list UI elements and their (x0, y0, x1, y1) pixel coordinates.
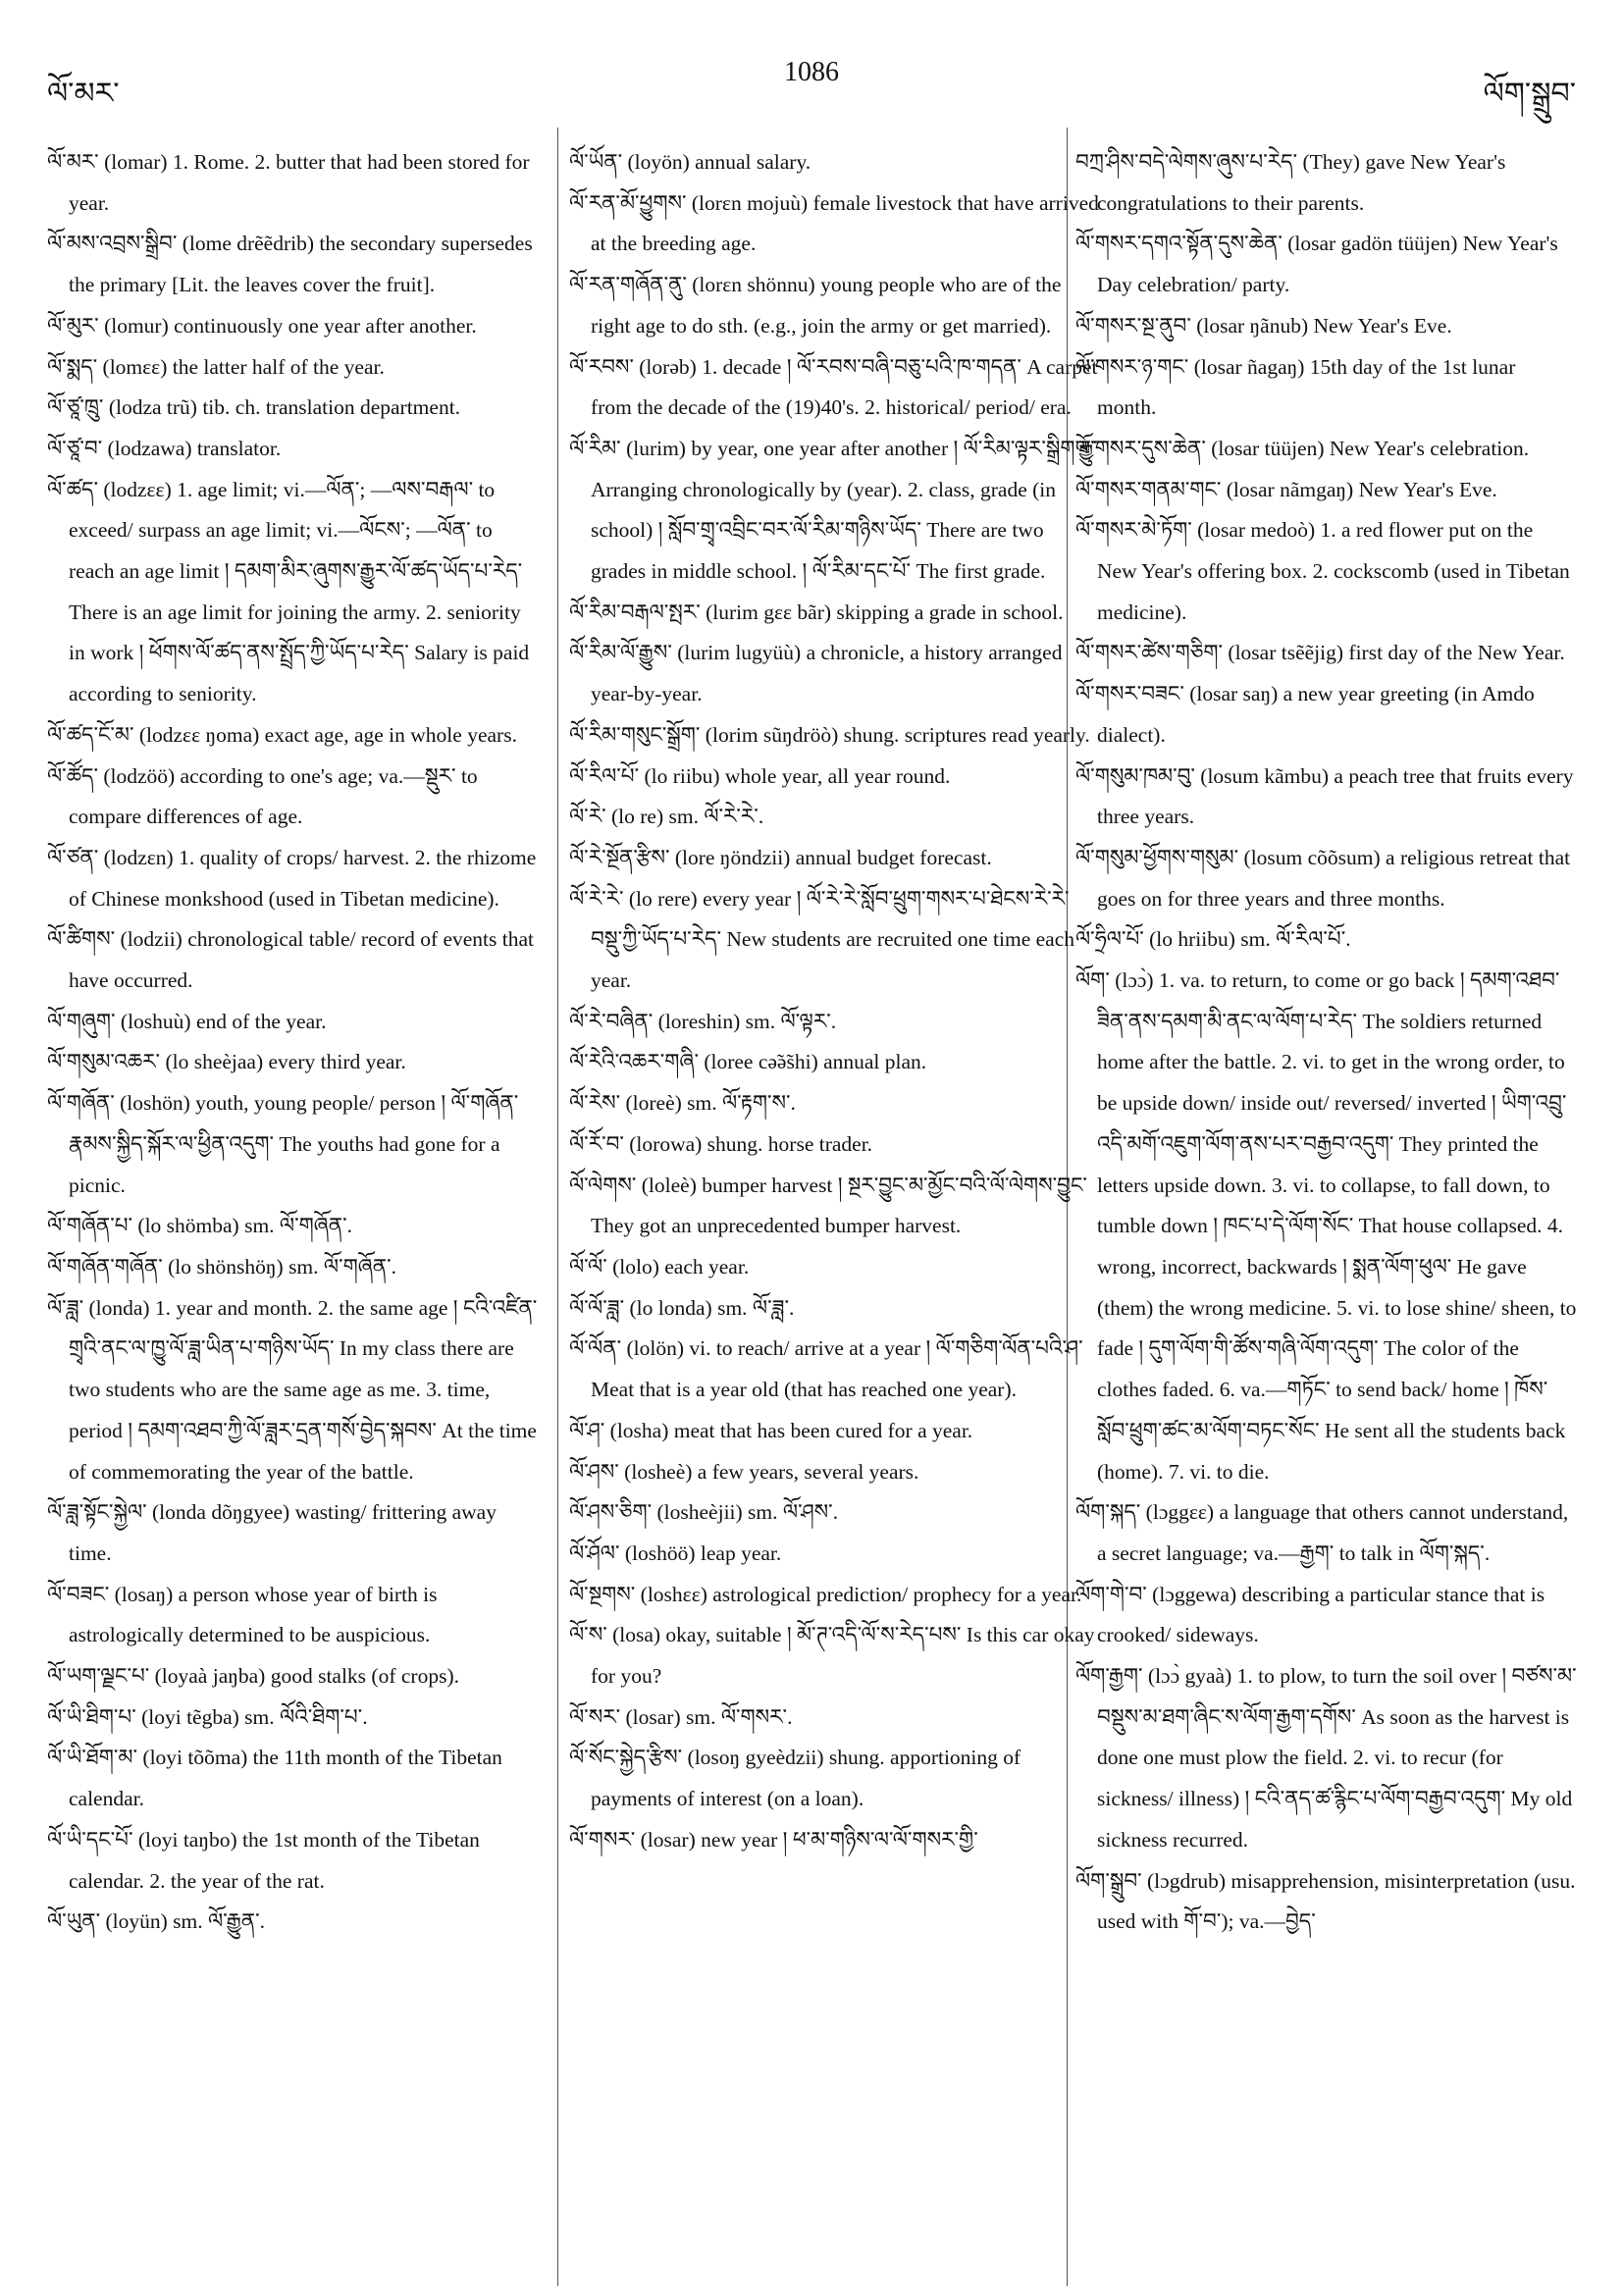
column-middle (569, 142, 1099, 2281)
dictionary-entry: ལོ་གསར་མེ་ཏོག་ (losar medoò) 1. a red flower put on the New Year's offering box. 2. cockscomb (used in Tibetan medicine). (1075, 518, 1570, 624)
dictionary-entry: ལོ་ཤ་ (losha) meat that has been cured for a year. (569, 1418, 973, 1442)
dictionary-entry: ལོ་གསར་ (losar) new year ། ཕ་མ་གཉིས་ལ་ལོ་གསར་གྱི་ (569, 1827, 978, 1852)
dictionary-entry: ལོ་ཡི་ཐོག་མ་ (loyi tõõma) the 11th month of the Tibetan calendar. (47, 1746, 502, 1811)
dictionary-entry: ལོ་གཞོན་ (loshön) youth, young people/ person ། ལོ་གཞོན་རྣམས་སྐྱིད་སྐོར་ལ་ཕྱིན་འདུག་ The youths had gone for a picnic. (47, 1091, 519, 1197)
dictionary-entry: ལོ་རིམ་གསུང་སྒྲོག་ (lorim sũŋdröò) shung. scriptures read yearly. (569, 722, 1090, 747)
dictionary-entry: ལོ་སོང་སྐྱེད་རྩིས་ (losoŋ gyeèdzii) shung. apportioning of payments of interest (on a loan). (569, 1746, 1021, 1811)
dictionary-entry: ལོ་གསར་ཉ་གང་ (losar ñagaŋ) 15th day of the 1st lunar month. (1075, 354, 1516, 420)
dictionary-entry: ལོ་ཟླ་ (londa) 1. year and month. 2. the same age ། ངའི་འཛིན་གྲྭའི་ནང་ལ་ཁྱུ་ལོ་ཟླ་ཡིན་པ་གཉིས་ཡོད་ In my class there are two students who are the same age as me. 3. time, period ། དམག་འཐབ་ཀྱི་ལོ་ཟླར་དྲན་གསོ་བྱེད་སྐབས་ At the time of commemorating the year of the battle. (47, 1295, 538, 1484)
dictionary-entry: ལོ་གཞོན་པ་ (lo shömba) sm. ལོ་གཞོན་. (47, 1214, 353, 1238)
dictionary-body (47, 142, 1578, 2281)
dictionary-entry: ལོ་རིམ་ (lurim) by year, one year after another ། ལོ་རིམ་ལྟར་སྒྲིག་རྒྱུ་ Arranging chronologically by (year). 2. class, grade (in school) ། སློབ་གྲྭ་འབྲིང་བར་ལོ་རིམ་གཉིས་ཡོད་ There are two grades in middle school. ། ལོ་རིམ་དང་པོ་ The first grade. (569, 436, 1098, 584)
dictionary-entry: ལོ་གསུམ་ཁམ་བུ་ (losum kãmbu) a peach tree that fruits every three years. (1075, 763, 1574, 829)
dictionary-entry: ལོ་སྨད་ (lomεε) the latter half of the year. (47, 354, 385, 379)
dictionary-entry: ལོག་གེ་བ་ (lɔggewa) describing a particular stance that is crooked/ sideways. (1075, 1582, 1545, 1647)
dictionary-entry: ལོ་ཡི་ཐིག་པ་ (loyi tẽgba) sm. ལོའི་ཐིག་པ་. (47, 1704, 368, 1729)
dictionary-entry: ལོ་རོ་བ་ (lorowa) shung. horse trader. (569, 1131, 873, 1156)
dictionary-entry: ལོ་གསུམ་ཕྱོགས་གསུམ་ (losum cõõsum) a religious retreat that goes on for three years and three months. (1075, 845, 1571, 911)
dictionary-entry: ལོ་གསུམ་འཆར་ (lo sheèjaa) every third year. (47, 1050, 406, 1074)
dictionary-entry: ལོ་མར་ (lomar) 1. Rome. 2. butter that had been stored for year. (47, 150, 530, 215)
left-guide-word: ལོ་མར་ (47, 77, 120, 111)
dictionary-entry: ལོ་ཙཱ་ཁྲུ་ (lodza trũ) tib. ch. translation department. (47, 395, 461, 420)
dictionary-entry: ལོ་གཞུག་ (loshuù) end of the year. (47, 1009, 327, 1033)
dictionary-entry: ལོ་རེ་རེ་ (lo rere) every year ། ལོ་རེ་རེ་སློབ་ཕྲུག་གསར་པ་ཐེངས་རེ་རེ་བསྡུ་ཀྱི་ཡོད་པ་རེད་ New students are recruited one time each year. (569, 886, 1074, 993)
dictionary-entry: ལོ་ཚོད་ (lodzöö) according to one's age; va.—སྡུར་ to compare differences of age. (47, 763, 478, 829)
dictionary-entry: ལོ་སྔགས་ (loshεε) astrological prediction/ prophecy for a year. (569, 1582, 1082, 1606)
dictionary-entry: བཀྲ་ཤིས་བདེ་ལེགས་ཞུས་པ་རེད་ (They) gave New Year's congratulations to their parents. (1075, 150, 1506, 215)
dictionary-entry: ལོ་ཚིགས་ (lodzii) chronological table/ record of events that have occurred. (47, 927, 535, 993)
dictionary-entry: ལོ་ས་ (losa) okay, suitable ། མོ་ཊ་འདི་ལོ་ས་རེད་པས་ Is this car okay for you? (569, 1623, 1095, 1689)
dictionary-entry: ལོ་རིམ་བརྒལ་སྤར་ (lurim gεε bãr) skipping a grade in school. (569, 600, 1064, 624)
dictionary-entry: ལོ་ཡི་དང་པོ་ (loyi taŋbo) the 1st month of the Tibetan calendar. 2. the year of the rat. (47, 1827, 480, 1893)
dictionary-entry: ལོག་ (lɔɔ̀) 1. va. to return, to come or go back ། དམག་འཐབ་ཟིན་ནས་དམག་མི་ནང་ལ་ལོག་པ་རེད་ The soldiers returned home after the battle. 2. vi. to get in the wrong order, to be upside down/ inside out/ reversed/ inverted ། ཡིག་འབྲུ་འདི་མགོ་འཇུག་ལོག་ནས་པར་བརྒྱབ་འདུག་ They printed the letters upside down. 3. vi. to collapse, to fall down, to tumble down ། ཁང་པ་དེ་ལོག་སོང་ That house collapsed. 4. wrong, incorrect, backwards ། སྨན་ལོག་ཕུལ་ He gave (them) the wrong medicine. 5. vi. to lose shine/ sheen, to fade ། དུག་ལོག་གི་ཚོས་གཞི་ལོག་འདུག་ The color of the clothes faded. 6. va.—གཏོང་ to send back/ home ། ཁོས་སློབ་ཕྲུག་ཚང་མ་ལོག་བཏང་སོང་ He sent all the students back (home). 7. vi. to die. (1075, 968, 1577, 1484)
dictionary-entry: ལོ་ཤས་ (losheè) a few years, several years. (569, 1459, 919, 1484)
dictionary-entry: ལོ་ཡུན་ (loyün) sm. ལོ་རྒྱུན་. (47, 1909, 266, 1934)
dictionary-entry: ལོ་ཚད་ངོ་མ་ (lodzεε ŋoma) exact age, age in whole years. (47, 722, 517, 747)
dictionary-entry: ལོ་རིལ་པོ་ (lo riibu) whole year, all year round. (569, 763, 951, 788)
dictionary-entry: ལོ་ཙཱ་བ་ (lodzawa) translator. (47, 436, 282, 460)
dictionary-entry: ལོ་རེས་ (loreè) sm. ལོ་རྟག་ས་. (569, 1091, 796, 1116)
dictionary-entry: ལོ་རེ་བཞིན་ (loreshin) sm. ལོ་ལྟར་. (569, 1009, 837, 1033)
dictionary-entry: ལོ་ལོ་ (lolo) each year. (569, 1254, 750, 1278)
dictionary-entry: ལོ་གཞོན་གཞོན་ (lo shönshöŋ) sm. ལོ་གཞོན་. (47, 1254, 397, 1278)
dictionary-entry: ལོ་ཡོན་ (loyön) annual salary. (569, 150, 812, 174)
page-header (0, 51, 1623, 111)
dictionary-entry: ལོ་ཧྲིལ་པོ་ (lo hriibu) sm. ལོ་རིལ་པོ་. (1075, 927, 1351, 952)
dictionary-entry: ལོ་གསར་སྔ་ནུབ་ (losar ŋãnub) New Year's Eve. (1075, 313, 1452, 338)
column-left (47, 142, 538, 2281)
dictionary-entry: ལོ་ཟླ་སྟོང་སྐྱེལ་ (londa dõŋgyee) wasting/ frittering away time. (47, 1500, 497, 1565)
dictionary-entry: ལོ་མུར་ (lomur) continuously one year after another. (47, 313, 477, 338)
dictionary-entry: ལོ་གསར་བཟང་ (losar saŋ) a new year greeting (in Amdo dialect). (1075, 682, 1535, 747)
dictionary-entry: ལོ་ལོ་ཟླ་ (lo londa) sm. ལོ་ཟླ་. (569, 1295, 795, 1320)
dictionary-entry: ལོ་གསར་ཚེས་གཅིག་ (losar tsẽẽjig) first day of the New Year. (1075, 641, 1565, 665)
dictionary-entry: ལོ་ཚད་ (lodzεε) 1. age limit; vi.—ལོན་; —ལས་བརྒལ་ to exceed/ surpass an age limit; vi.—ལོངས་; —ལོན་ to reach an age limit ། དམག་མིར་ཞུགས་རྒྱུར་ལོ་ཚད་ཡོད་པ་རེད་ There is an age limit for joining the army. 2. seniority in work ། ཕོགས་ལོ་ཚད་ནས་སྤྲོད་ཀྱི་ཡོད་པ་རེད་ Salary is paid according to seniority. (47, 477, 530, 706)
dictionary-entry: ལོ་སར་ (losar) sm. ལོ་གསར་. (569, 1704, 793, 1729)
dictionary-entry: ལོ་ཤས་ཅིག་ (losheèjii) sm. ལོ་ཤས་. (569, 1500, 839, 1525)
dictionary-entry: ལོ་རིམ་ལོ་རྒྱུས་ (lurim lugyüù) a chronicle, a history arranged year-by-year. (569, 641, 1063, 706)
dictionary-entry: ལོག་སྐད་ (lɔggεε) a language that others cannot understand, a secret language; va.—རྒྱག་ to talk in ལོག་སྐད་. (1075, 1500, 1569, 1565)
dictionary-entry: ལོ་གསར་གནམ་གང་ (losar nãmgaŋ) New Year's Eve. (1075, 477, 1497, 501)
dictionary-entry: ལོ་རེའི་འཆར་གཞི་ (loree cə̃ə̃shi) annual plan. (569, 1050, 927, 1074)
dictionary-entry: ལོ་ཙན་ (lodzεn) 1. quality of crops/ harvest. 2. the rhizome of Chinese monkshood (used in Tibetan medicine). (47, 845, 537, 911)
dictionary-entry: ལོ་གསར་དུས་ཆེན་ (losar tüüjen) New Year's celebration. (1075, 436, 1530, 460)
column-right (1075, 142, 1578, 2281)
right-guide-word: ལོག་སྒྲུབ་ (1483, 77, 1576, 111)
dictionary-entry: ལོ་རན་མོ་ཕྱུགས་ (lorεn mojuù) female livestock that have arrived at the breeding age. (569, 190, 1099, 256)
dictionary-entry: ལོ་གསར་དགའ་སྟོན་དུས་ཆེན་ (losar gadön tüüjen) New Year's Day celebration/ party. (1075, 232, 1558, 297)
page-number: 1086 (784, 57, 839, 87)
dictionary-entry: ལོ་རེ་སྔོན་རྩིས་ (lore ŋöndzii) annual budget forecast. (569, 845, 992, 869)
dictionary-entry: ལོ་བཟང་ (losaŋ) a person whose year of birth is astrologically determined to be auspicious. (47, 1582, 438, 1647)
dictionary-entry: ལོ་ཤོལ་ (loshöö) leap year. (569, 1540, 782, 1565)
dictionary-entry: ལོག་སྒྲུབ་ (lɔgdrub) misapprehension, misinterpretation (usu. used with གོ་བ་); va.—བྱེད་ (1075, 1868, 1576, 1934)
dictionary-entry: ལོ་རེ་ (lo re) sm. ལོ་རེ་རེ་. (569, 805, 764, 829)
dictionary-entry: ལོ་རན་གཞོན་ནུ་ (lorεn shönnu) young people who are of the right age to do sth. (e.g., join the army or get married). (569, 273, 1062, 338)
dictionary-entry: ལོ་ལོན་ (lolön) vi. to reach/ arrive at a year ། ལོ་གཅིག་ལོན་པའི་ཤ་ Meat that is a year old (that has reached one year). (569, 1336, 1083, 1402)
dictionary-entry: ལོ་མས་འབྲས་སྒྲིབ་ (lome drẽẽdrib) the secondary supersedes the primary [Lit. the leaves cover the fruit]. (47, 232, 533, 297)
dictionary-entry: ལོ་ཡག་ལྗང་པ་ (loyaà jaŋba) good stalks (of crops). (47, 1664, 459, 1689)
dictionary-entry: ལོ་རབས་ (lorəb) 1. decade ། ལོ་རབས་བཞི་བཅུ་པའི་ཁ་གདན་ A carpet from the decade of the (19)40's. 2. historical/ period/ era. (569, 354, 1098, 420)
dictionary-entry: ལོ་ལེགས་ (loleè) bumper harvest ། སྔར་བྱུང་མ་མྱོང་བའི་ལོ་ལེགས་བྱུང་ They got an unprecedented bumper harvest. (569, 1173, 1087, 1238)
dictionary-entry: ལོག་རྒྱག་ (lɔɔ̀ gyaà) 1. to plow, to turn the soil over ། བཙས་མ་བསྡུས་མ་ཐག་ཞིང་ས་ལོག་རྒྱག་དགོས་ As soon as the harvest is done one must plow the field. 2. vi. to recur (for sickness/ illness) ། ངའི་ནད་ཚ་རྙིང་པ་ལོག་བརྒྱབ་འདུག་ My old sickness recurred. (1075, 1664, 1577, 1852)
